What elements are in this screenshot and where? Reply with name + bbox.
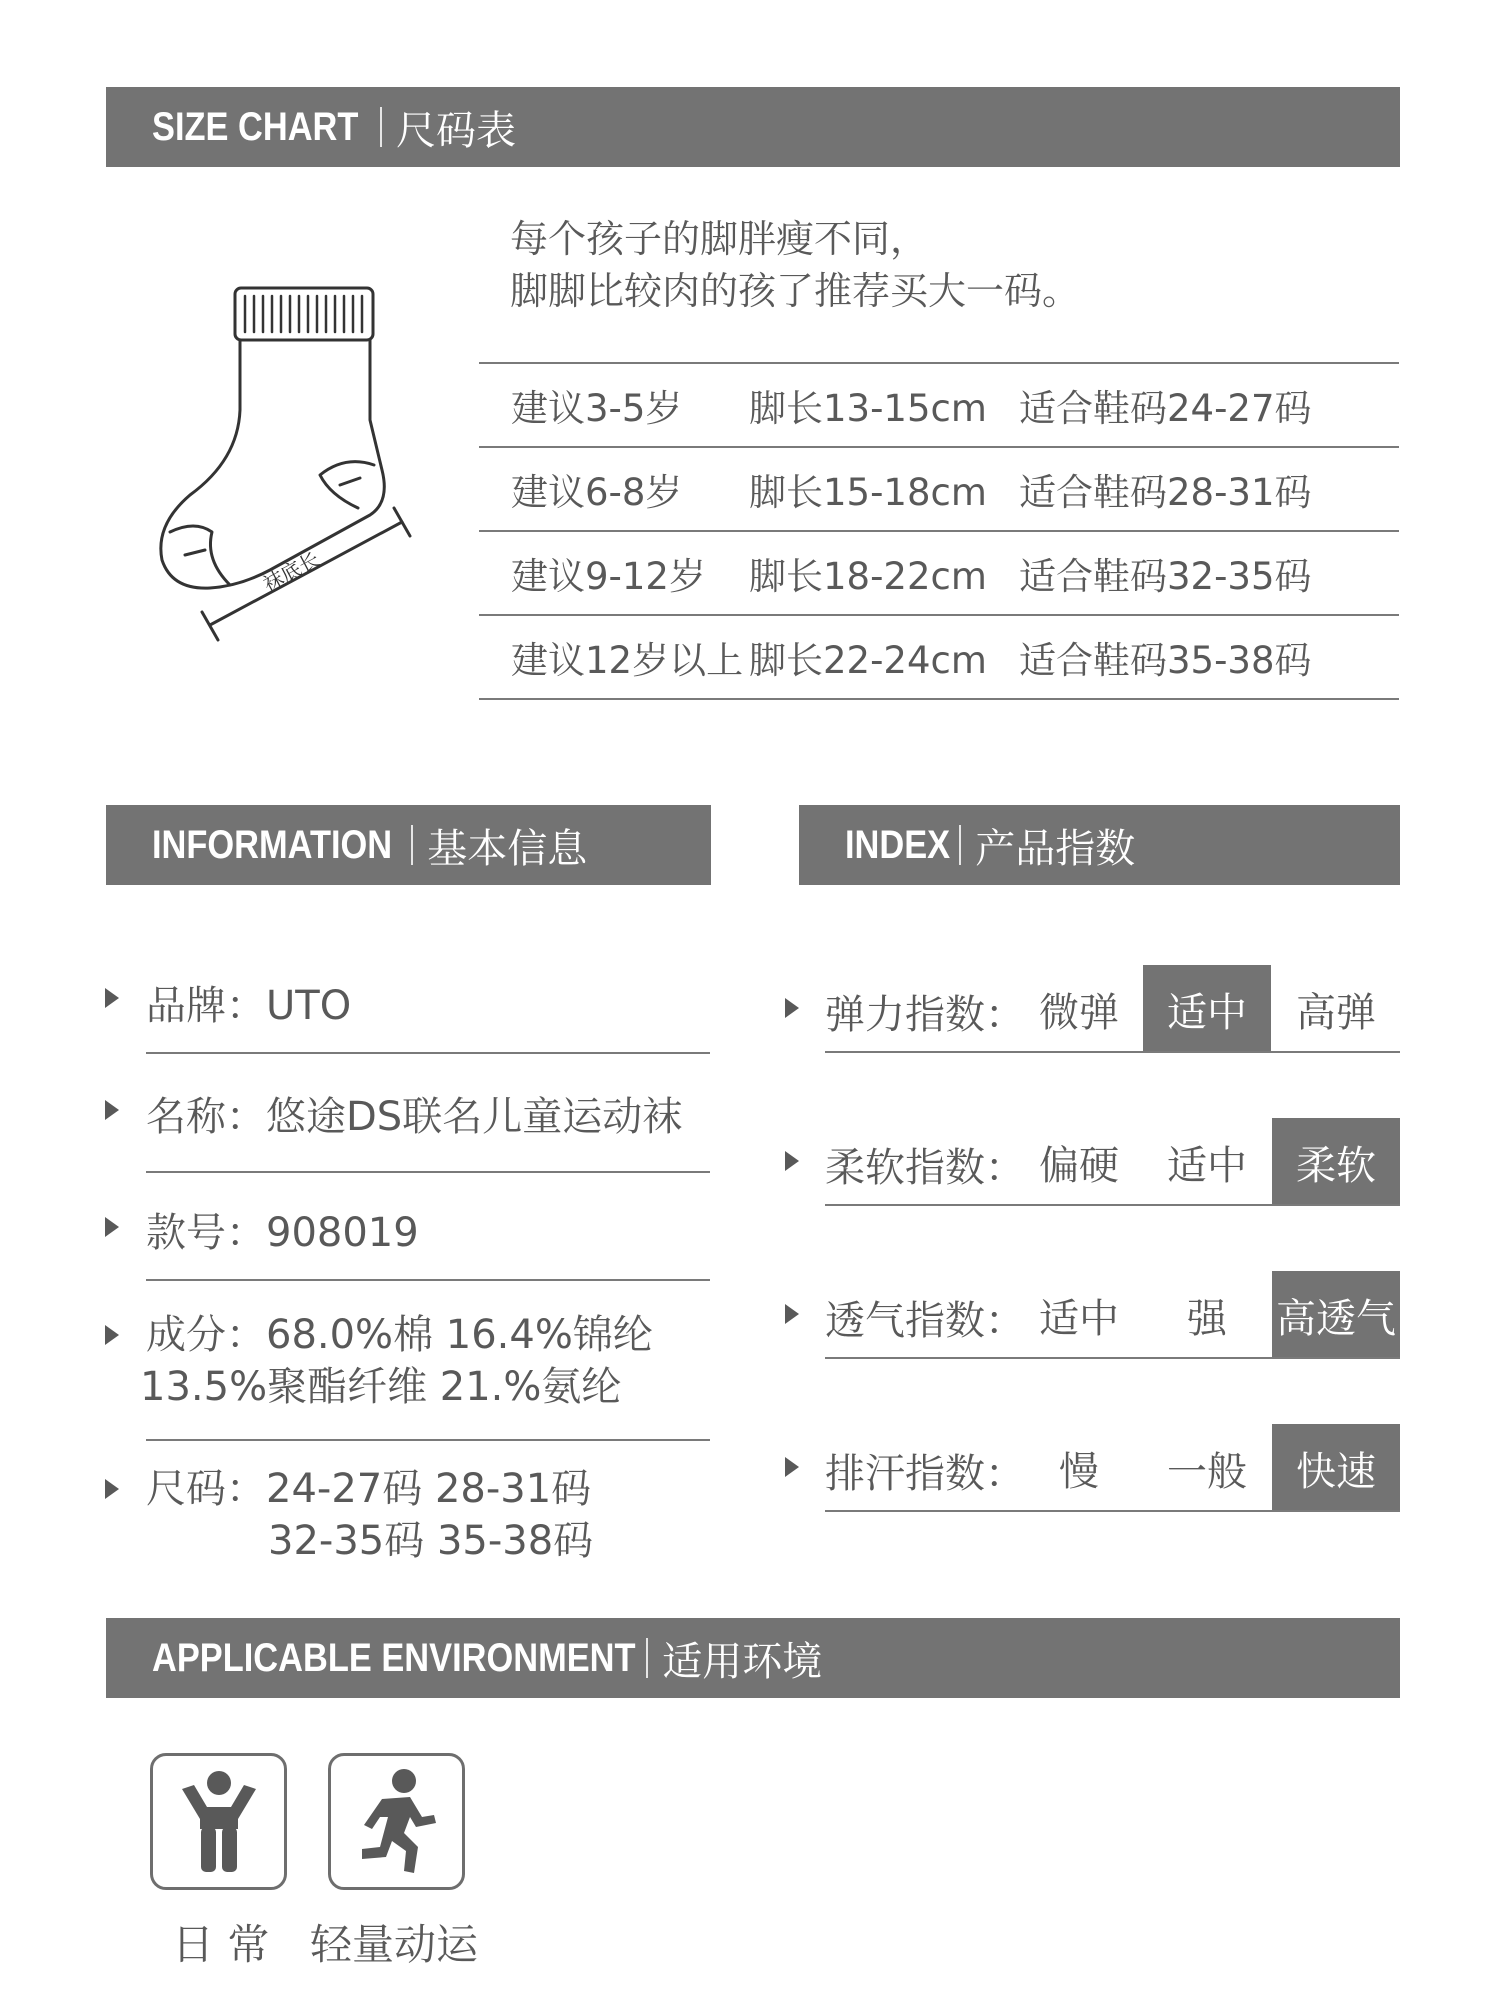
- environment-title-zh: 适用环境: [662, 1638, 823, 1685]
- index-option-selected: 适中: [1143, 965, 1271, 1053]
- index-option: 适中: [1039, 1295, 1119, 1342]
- info-size: [146, 1441, 710, 1581]
- index-row-softness: [785, 1118, 1400, 1206]
- index-option: 偏硬: [1039, 1142, 1119, 1189]
- bullet-triangle-icon: [785, 1304, 799, 1324]
- index-row-elasticity: [785, 965, 1400, 1053]
- info-model-text: 款号：908019: [146, 1210, 419, 1256]
- index-label: 柔软指数：: [825, 1145, 1025, 1191]
- size-age: 建议6-8岁: [511, 471, 683, 514]
- info-name: [146, 1054, 710, 1173]
- running-person-icon: [328, 1753, 465, 1890]
- index-option: 强: [1187, 1295, 1227, 1342]
- size-chart-title-en: SIZE CHART: [152, 104, 359, 149]
- info-size-line-1: 尺码：24-27码 28-31码: [146, 1466, 592, 1512]
- bullet-triangle-icon: [105, 988, 119, 1008]
- size-age: 建议12岁以上: [511, 639, 744, 682]
- size-chart-title-zh: 尺码表: [396, 107, 516, 154]
- information-list: [105, 936, 710, 1581]
- index-option-selected: 高透气: [1272, 1271, 1400, 1359]
- bullet-triangle-icon: [105, 1217, 119, 1237]
- size-foot-length: 脚长22-24cm: [749, 639, 987, 682]
- information-title-zh: 基本信息: [427, 825, 588, 872]
- index-rule: [825, 1357, 1400, 1359]
- header-separator: [411, 825, 413, 865]
- intro-line-1: 每个孩子的脚胖瘦不同，: [510, 217, 929, 261]
- header-separator: [646, 1638, 648, 1678]
- info-size-line-2: 32-35码 35-38码: [268, 1518, 594, 1564]
- environment-label-light-sport: 轻量动运: [310, 1920, 479, 1969]
- info-model: [146, 1173, 710, 1281]
- index-option: 适中: [1167, 1142, 1247, 1189]
- info-material: [140, 1281, 710, 1441]
- bullet-triangle-icon: [785, 998, 799, 1018]
- size-shoe: 适合鞋码32-35码: [1019, 555, 1312, 598]
- index-label: 弹力指数：: [825, 992, 1025, 1038]
- information-title-en: INFORMATION: [152, 822, 393, 867]
- index-option: 慢: [1059, 1448, 1099, 1495]
- environment-header: [106, 1618, 1400, 1698]
- bullet-triangle-icon: [105, 1479, 119, 1499]
- info-brand-text: 品牌：UTO: [146, 983, 352, 1029]
- bullet-triangle-icon: [105, 1100, 119, 1120]
- info-brand: [146, 936, 710, 1054]
- size-row: [479, 532, 1399, 616]
- index-title-zh: 产品指数: [975, 825, 1136, 872]
- size-table: [479, 362, 1399, 700]
- size-row: [479, 448, 1399, 532]
- information-header: [106, 805, 711, 885]
- size-shoe: 适合鞋码35-38码: [1019, 639, 1312, 682]
- size-shoe: 适合鞋码24-27码: [1019, 387, 1312, 430]
- sock-length-label: 袜底长: [259, 547, 324, 597]
- info-material-line-1: 成分：68.0%棉 16.4%锦纶: [146, 1312, 653, 1358]
- index-title-en: INDEX: [845, 822, 951, 867]
- size-shoe: 适合鞋码28-31码: [1019, 471, 1312, 514]
- index-rule: [825, 1051, 1400, 1053]
- size-chart-header: [106, 87, 1400, 167]
- info-name-text: 名称：悠途DS联名儿童运动袜: [146, 1094, 683, 1140]
- intro-line-2: 脚脚比较肉的孩了推荐买大一码。: [510, 269, 1081, 313]
- bullet-triangle-icon: [105, 1325, 119, 1345]
- index-header: [799, 805, 1400, 885]
- index-option-selected: 柔软: [1272, 1118, 1400, 1206]
- info-material-line-2: 13.5%聚酯纤维 21.%氨纶: [140, 1364, 622, 1410]
- environment-label-daily: 日 常: [172, 1920, 270, 1969]
- index-label: 排汗指数：: [825, 1451, 1025, 1497]
- index-label: 透气指数：: [825, 1298, 1025, 1344]
- header-separator: [959, 825, 961, 865]
- index-rule: [825, 1204, 1400, 1206]
- index-option: 高弹: [1296, 989, 1376, 1036]
- size-intro-text: [510, 213, 1080, 317]
- size-row: [479, 616, 1399, 700]
- index-option: 一般: [1167, 1448, 1247, 1495]
- index-row-breathability: [785, 1271, 1400, 1359]
- size-row: [479, 364, 1399, 448]
- size-age: 建议9-12岁: [511, 555, 706, 598]
- index-rule: [825, 1510, 1400, 1512]
- bullet-triangle-icon: [785, 1457, 799, 1477]
- size-foot-length: 脚长15-18cm: [749, 471, 987, 514]
- size-foot-length: 脚长18-22cm: [749, 555, 987, 598]
- index-row-sweat: [785, 1424, 1400, 1512]
- standing-person-icon: [150, 1753, 287, 1890]
- header-separator: [380, 107, 382, 147]
- environment-title-en: APPLICABLE ENVIRONMENT: [152, 1635, 636, 1680]
- bullet-triangle-icon: [785, 1151, 799, 1171]
- size-age: 建议3-5岁: [511, 387, 683, 430]
- size-foot-length: 脚长13-15cm: [749, 387, 987, 430]
- sock-diagram-icon: [150, 270, 450, 650]
- index-option-selected: 快速: [1272, 1424, 1400, 1512]
- index-option: 微弹: [1039, 989, 1119, 1036]
